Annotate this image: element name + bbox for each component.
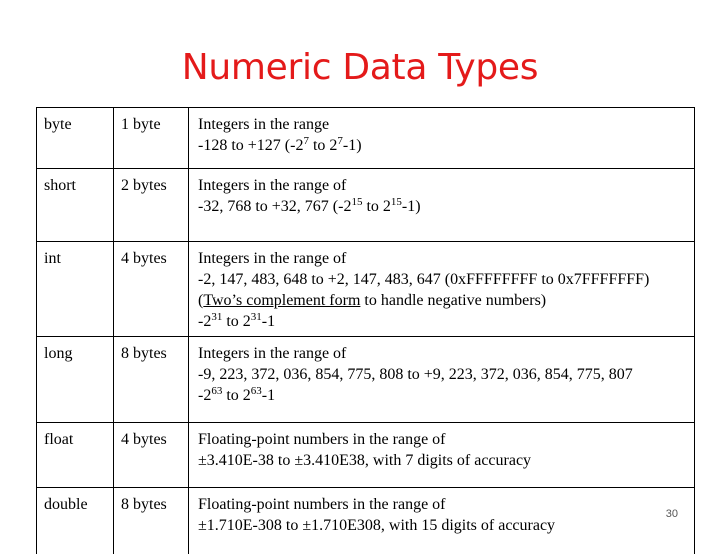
range-values-line: -9, 223, 372, 036, 854, 775, 808 to +9, 223, 372, 036, 854, 775, 807: [198, 364, 689, 385]
description-line: Floating-point numbers in the range of: [198, 494, 689, 515]
range-values-line: ±1.710E-308 to ±1.710E308, with 15 digits of accuracy: [198, 515, 689, 536]
range-text: -2: [198, 313, 211, 330]
table-row-double: [37, 488, 695, 554]
range-text: to 2: [362, 198, 390, 215]
type-description-cell: [189, 242, 695, 337]
type-name-cell: byte: [37, 108, 114, 169]
type-description-cell: [189, 423, 695, 488]
type-size-cell: 8 bytes: [114, 488, 189, 554]
range-values-line: -2, 147, 483, 648 to +2, 147, 483, 647 (0xFFFFFFFF to 0x7FFFFFFF): [198, 269, 689, 290]
range-line: [198, 311, 689, 332]
range-text: to 2: [309, 137, 337, 154]
note-line: [198, 290, 689, 311]
type-size-cell: 1 byte: [114, 108, 189, 169]
type-description-cell: [189, 337, 695, 423]
description-line: Integers in the range of: [198, 248, 689, 269]
range-text: -1: [262, 313, 275, 330]
type-name-cell: long: [37, 337, 114, 423]
table-row-float: [37, 423, 695, 488]
description-line: Integers in the range of: [198, 175, 689, 196]
type-size-cell: 8 bytes: [114, 337, 189, 423]
exponent: 7: [337, 135, 343, 147]
type-name-cell: short: [37, 169, 114, 242]
twos-complement-link[interactable]: Two’s complement form: [203, 292, 360, 309]
exponent: 7: [303, 135, 309, 147]
description-line: Integers in the range: [198, 114, 689, 135]
numeric-types-table: [36, 107, 695, 554]
type-name-cell: double: [37, 488, 114, 554]
description-line: Integers in the range of: [198, 343, 689, 364]
exponent: 15: [351, 196, 362, 208]
type-description-cell: [189, 488, 695, 554]
page-number: 30: [666, 508, 678, 520]
table-row-byte: [37, 108, 695, 169]
range-text: -32, 768 to +32, 767 (-2: [198, 198, 351, 215]
type-description-cell: [189, 169, 695, 242]
range-text: -1: [262, 387, 275, 404]
type-name-cell: int: [37, 242, 114, 337]
note-text: to handle negative numbers): [360, 292, 546, 309]
range-line: [198, 135, 689, 156]
range-line: [198, 196, 689, 217]
table-row-long: [37, 337, 695, 423]
range-text: -128 to +127 (-2: [198, 137, 303, 154]
description-line: Floating-point numbers in the range of: [198, 429, 689, 450]
range-text: to 2: [222, 387, 250, 404]
slide-title: Numeric Data Types: [0, 44, 720, 92]
exponent: 63: [251, 385, 262, 397]
range-values-line: ±3.410E-38 to ±3.410E38, with 7 digits of accuracy: [198, 450, 689, 471]
range-text: -1): [343, 137, 362, 154]
range-text: -2: [198, 387, 211, 404]
type-size-cell: 4 bytes: [114, 423, 189, 488]
range-line: [198, 385, 689, 406]
range-text: -1): [402, 198, 421, 215]
type-description-cell: [189, 108, 695, 169]
exponent: 31: [211, 311, 222, 323]
table-row-int: [37, 242, 695, 337]
exponent: 63: [211, 385, 222, 397]
type-name-cell: float: [37, 423, 114, 488]
exponent: 15: [391, 196, 402, 208]
exponent: 31: [251, 311, 262, 323]
range-text: to 2: [222, 313, 250, 330]
type-size-cell: 4 bytes: [114, 242, 189, 337]
table-row-short: [37, 169, 695, 242]
type-size-cell: 2 bytes: [114, 169, 189, 242]
note-text: (: [198, 292, 203, 309]
